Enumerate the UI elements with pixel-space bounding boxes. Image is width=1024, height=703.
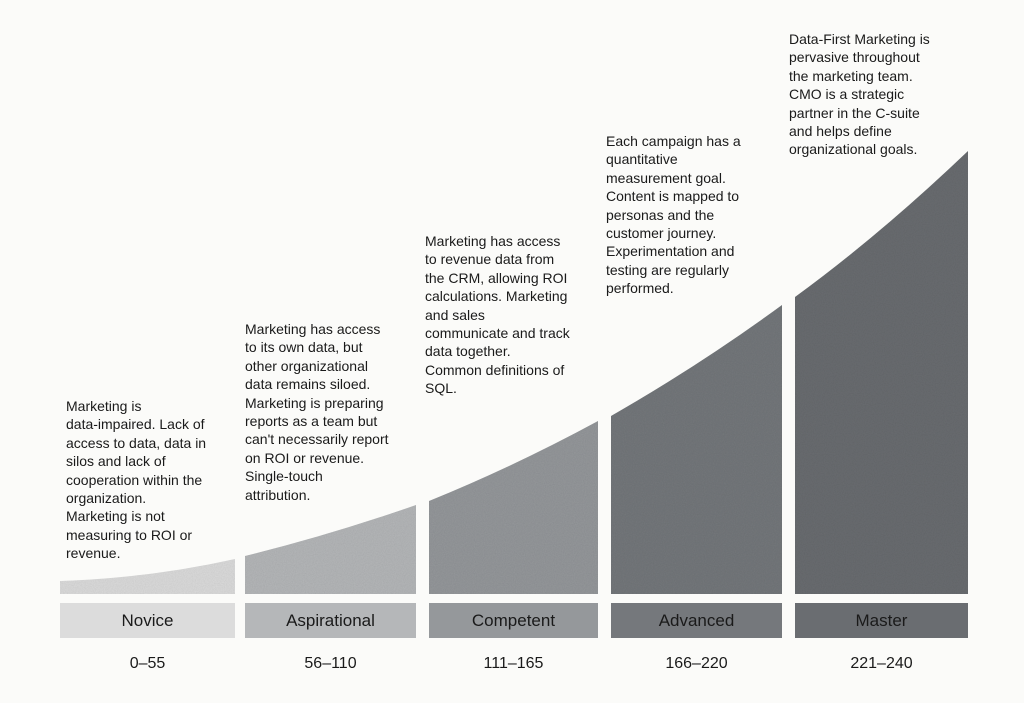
- stage-advanced-label: Advanced: [611, 603, 782, 638]
- stage-aspirational-label: Aspirational: [245, 603, 416, 638]
- stage-master-area: [795, 151, 968, 594]
- stage-competent-label: Competent: [429, 603, 598, 638]
- stage-novice-area: [60, 559, 235, 594]
- stage-novice-description: Marketing is data-impaired. Lack of access to data, data in silos and lack of cooperation within the organization. Marketing is not measuring to ROI or revenue.: [66, 398, 207, 562]
- stage-competent-range: 111–165: [483, 655, 544, 672]
- stage-master-label: Master: [795, 603, 968, 638]
- stage-master-range: 221–240: [850, 655, 913, 672]
- stage-aspirational-description: Marketing has access to its own data, but other organizational data remains siloed. Marketing is preparing reports as a team but can't necessarily report on ROI or revenue. Single-touch attribution.: [245, 321, 389, 503]
- stage-advanced-description: Each campaign has a quantitative measurement goal. Content is mapped to personas and the customer journey. Experimentation and testing are regularly performed.: [606, 133, 741, 297]
- stage-competent-area: [429, 421, 598, 594]
- stage-novice-label: Novice: [60, 603, 235, 638]
- stage-novice-range: 0–55: [129, 655, 166, 672]
- stage-master-description: Data-First Marketing is pervasive throughout the marketing team. CMO is a strategic partner in the C-suite and helps define organizational goals.: [789, 31, 930, 158]
- stage-aspirational-range: 56–110: [304, 655, 357, 672]
- stage-advanced-range: 166–220: [665, 655, 728, 672]
- stage-advanced-area: [611, 305, 782, 594]
- stage-competent-description: Marketing has access to revenue data from the CRM, allowing ROI calculations. Marketing and sales communicate and track data together. Common definitions of SQL.: [425, 233, 570, 397]
- stage-aspirational-area: [245, 505, 416, 594]
